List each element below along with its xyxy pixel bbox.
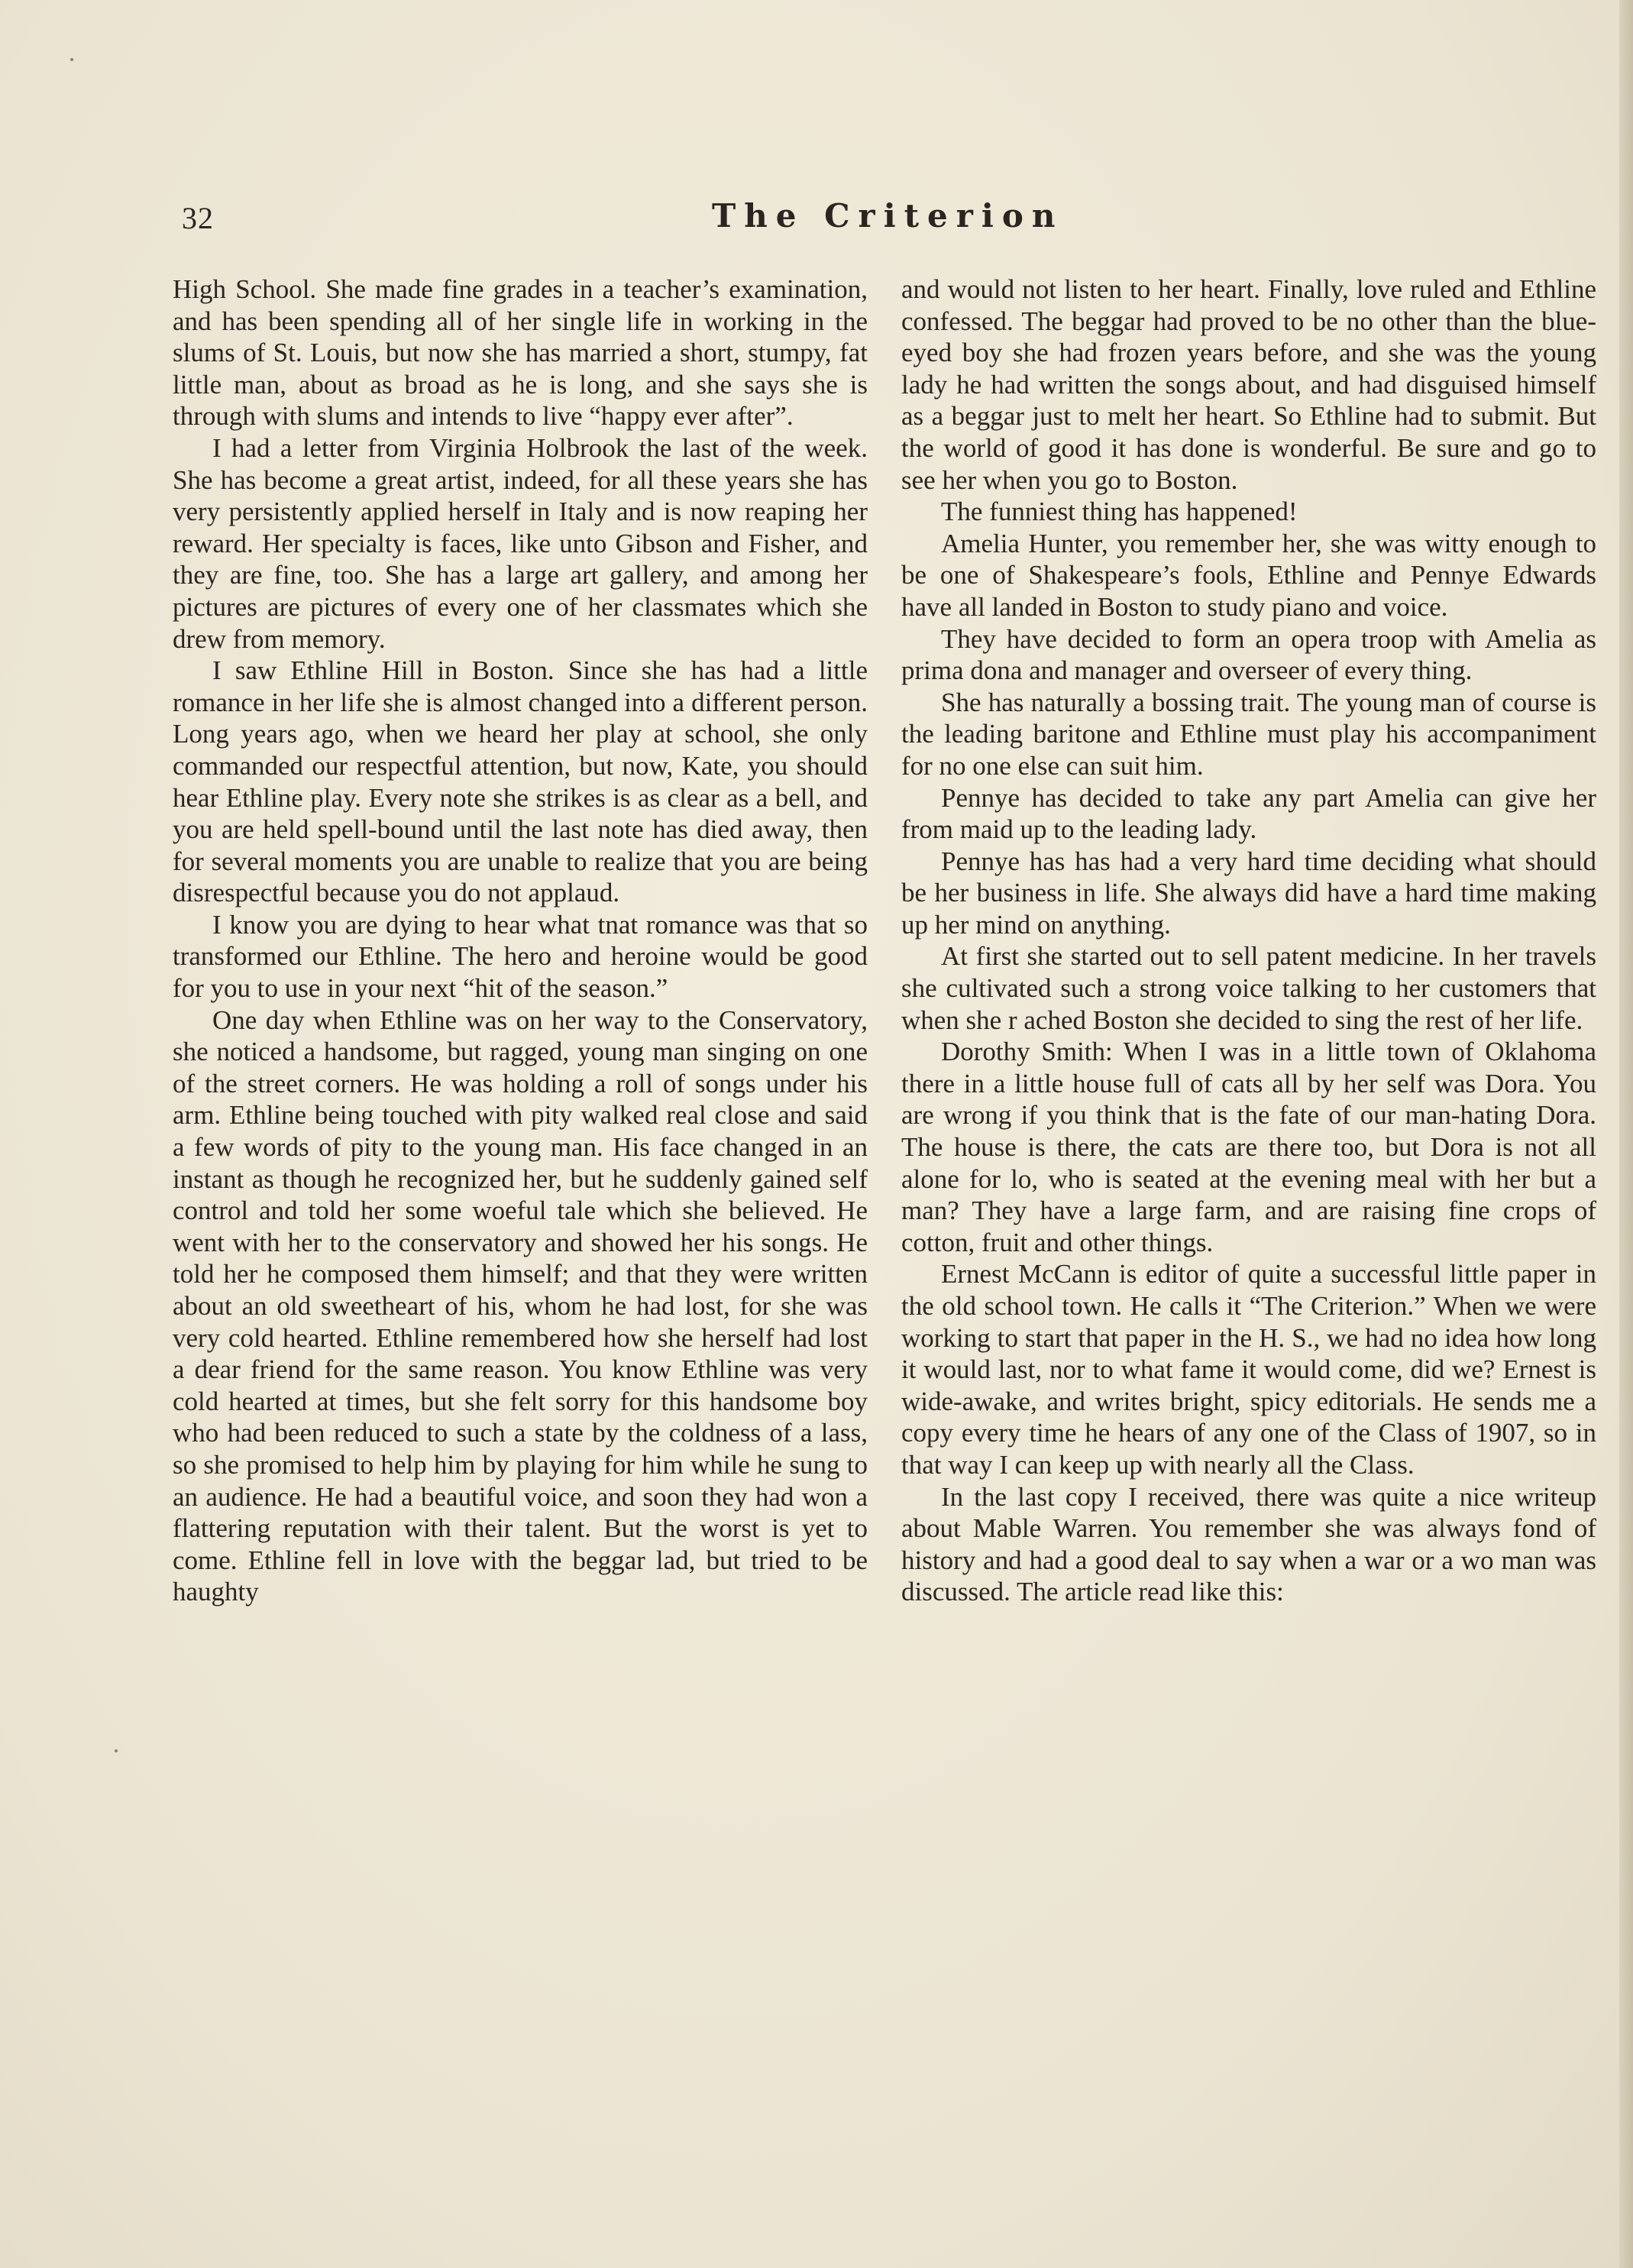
paragraph: Pennye has decided to take any part Amelia can give her from maid up to the leading lady.	[901, 782, 1596, 845]
running-title: The Criterion	[712, 197, 1064, 235]
page-header	[177, 197, 1587, 246]
paragraph: Dorothy Smith: When I was in a little town of Oklahoma there in a little house full of cats all by her self was Dora. You are wrong if you think that is the fate of our man-hating Dora. The house is there, the cats are there too, but Dora is not all alone for lo, who is seated at the evening meal with her but a man? They have a large farm, and are raising fine crops of cotton, fruit and other things.	[901, 1037, 1596, 1257]
paragraph: The funniest thing has happened!	[941, 497, 1298, 527]
paragraph: High School. She made fine grades in a teacher’s examination, and has been spending all of her single life in working in the slums of St. Louis, but now she has married a short, stumpy, fat little man, about as broad as he is long, and she says she is through with slums and intends to live “happy ever after”.	[173, 274, 868, 432]
paragraph: I saw Ethline Hill in Boston. Since she has had a little romance in her life she is almost changed into a different person. Long years ago, when we heard her play at school, she only commanded our respectful attention, but now, Kate, you should hear Ethline play. Every note she strikes is as clear as a bell, and you are held spell-bound until the last note has died away, then for several moments you are unable to realize that you are being disrespectful because you do not applaud.	[173, 655, 868, 908]
paragraph: Amelia Hunter, you remember her, she was witty enough to be one of Shakespeare’s fools, Ethline and Pennye Edwards have all landed in Boston to study piano and voice.	[901, 528, 1596, 622]
left-column	[173, 273, 868, 1608]
paper-speck	[70, 58, 73, 61]
paragraph: and would not listen to her heart. Finally, love ruled and Ethline confessed. The beggar had proved to be no other than the blue-eyed boy she had frozen years before, and she was the young lady he had written the songs about, and had disguised himself as a beggar just to melt her heart. So Ethline had to submit. But the world of good it has done is wonderful. Be sure and go to see her when you go to Boston.	[901, 274, 1596, 495]
right-column	[901, 273, 1596, 1608]
paragraph: They have decided to form an opera troop with Amelia as prima dona and manager and overseer of every thing.	[901, 623, 1596, 686]
page-number: 32	[182, 201, 214, 235]
paragraph: At first she started out to sell patent medicine. In her travels she cultivated such a strong voice talking to her customers that when she r ached Boston she decided to sing the rest of her life.	[901, 941, 1596, 1035]
paragraph: In the last copy I received, there was quite a nice writeup about Mable Warren. You remember she was always fond of history and had a good deal to say when a war or a wo man was discussed. The article read like this:	[901, 1481, 1596, 1607]
paragraph: I had a letter from Virginia Holbrook the last of the week. She has become a great artist, indeed, for all these years she has very persistently applied herself in Italy and is now reaping her reward. Her specialty is faces, like unto Gibson and Fisher, and they are fine, too. She has a large art gallery, and among her pictures are pictures of every one of her classmates which she drew from memory.	[173, 432, 868, 654]
paragraph: I know you are dying to hear what tnat romance was that so transformed our Ethline. The hero and heroine would be good for you to use in your next “hit of the season.”	[173, 909, 868, 1004]
paragraph: She has naturally a bossing trait. The young man of course is the leading baritone and Ethline must play his accompaniment for no one else can suit him.	[901, 687, 1596, 781]
paragraph: Ernest McCann is editor of quite a successful little paper in the old school town. He calls it “The Criterion.” When we were working to start that paper in the H. S., we had no idea how long it would last, nor to what fame it would come, did we? Ernest is wide-awake, and writes bright, spicy editorials. He sends me a copy every time he hears of any one of the Class of 1907, so in that way I can keep up with nearly all the Class.	[901, 1259, 1596, 1480]
paragraph: Pennye has has had a very hard time deciding what should be her business in life. She always did have a hard time making up her mind on anything.	[901, 846, 1596, 940]
paragraph: One day when Ethline was on her way to the Conservatory, she noticed a handsome, but ragged, young man singing on one of the street corners. He was holding a roll of songs under his arm. Ethline being touched with pity walked real close and said a few words of pity to the young man. His face changed in an instant as though he recognized her, but he suddenly gained self control and told her some woeful tale which she believed. He went with her to the conservatory and showed her his songs. He told her he composed them himself; and that they were written about an old sweetheart of his, whom he had lost, for she was very cold hearted. Ethline remembered how she herself had lost a dear friend for the same reason. You know Ethline was very cold hearted at times, but she felt sorry for this handsome boy who had been reduced to such a state by the coldness of a lass, so she promised to help him by playing for him while he sung to an audience. He had a beautiful voice, and soon they had won a flattering reputation with their talent. But the worst is yet to come. Ethline fell in love with the beggar lad, but tried to be haughty	[173, 1005, 868, 1607]
paper-speck	[115, 1749, 118, 1752]
page-edge-shadow	[1619, 0, 1633, 2268]
